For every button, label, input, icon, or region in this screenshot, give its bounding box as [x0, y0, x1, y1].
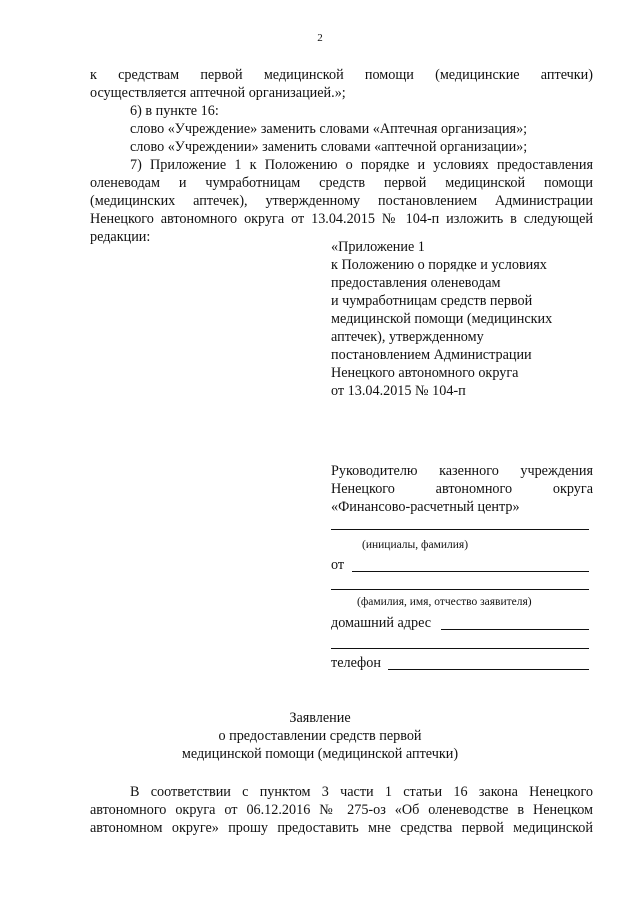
body-line-8: (медицинских аптечек), утвержденному постановлением Администрации	[90, 193, 593, 209]
body-line-2: осуществляется аптечной организацией.»;	[90, 85, 346, 101]
addressee-line-3: «Финансово-расчетный центр»	[331, 499, 520, 515]
applicant-caption: (фамилия, имя, отчество заявителя)	[357, 596, 532, 608]
body-bottom-line-2: автономного округа от 06.12.2016 № 275-оз «Об оленеводстве в Ненецком	[90, 802, 593, 818]
address-blank-line-2	[331, 648, 589, 649]
appendix-line-1: «Приложение 1	[331, 239, 425, 255]
address-label: домашний адрес	[331, 615, 432, 631]
body-line-3: 6) в пункте 16:	[130, 103, 219, 119]
appendix-line-4: и чумработницам средств первой	[331, 293, 533, 309]
from-blank-line	[352, 571, 589, 572]
body-line-10: редакции:	[90, 229, 151, 245]
appendix-line-8: Ненецкого автономного округа	[331, 365, 519, 381]
body-line-4: слово «Учреждение» заменить словами «Аптечная организация»;	[130, 121, 528, 137]
body-line-5: слово «Учреждении» заменить словами «аптечной организации»;	[130, 139, 528, 155]
address-blank-line	[441, 629, 589, 630]
from-label: от	[331, 557, 345, 573]
addressee-line-2: Ненецкого автономного округа	[331, 481, 593, 497]
appendix-line-6: аптечек), утвержденному	[331, 329, 484, 345]
appendix-line-5: медицинской помощи (медицинских	[331, 311, 553, 327]
appendix-line-2: к Положению о порядке и условиях	[331, 257, 547, 273]
initials-caption: (инициалы, фамилия)	[362, 539, 469, 551]
body-line-7: оленеводам и чумработницам средств первой медицинской помощи	[90, 175, 593, 191]
applicant-blank-line	[331, 589, 589, 590]
body-line-6: 7) Приложение 1 к Положению о порядке и условиях предоставления	[130, 157, 593, 173]
statement-title: Заявление	[289, 710, 351, 726]
phone-label: телефон	[331, 655, 381, 671]
initials-blank-line	[331, 529, 589, 530]
appendix-line-9: от 13.04.2015 № 104-п	[331, 383, 466, 399]
statement-subtitle-2: медицинской помощи (медицинской аптечки)	[181, 746, 459, 762]
appendix-line-7: постановлением Администрации	[331, 347, 532, 363]
phone-blank-line	[388, 669, 589, 670]
page-number: 2	[317, 32, 323, 44]
body-line-9: Ненецкого автономного округа от 13.04.2015 № 104-п изложить в следующей	[90, 211, 593, 227]
body-bottom-line-1: В соответствии с пунктом 3 части 1 статьи 16 закона Ненецкого	[130, 784, 593, 800]
addressee-line-1: Руководителю казенного учреждения	[331, 463, 593, 479]
statement-subtitle-1: о предоставлении средств первой	[218, 728, 422, 744]
body-line-1: к средствам первой медицинской помощи (медицинские аптечки)	[90, 67, 593, 83]
body-bottom-line-3: автономном округе» прошу предоставить мне средства первой медицинской	[90, 820, 593, 836]
appendix-line-3: предоставления оленеводам	[331, 275, 501, 291]
